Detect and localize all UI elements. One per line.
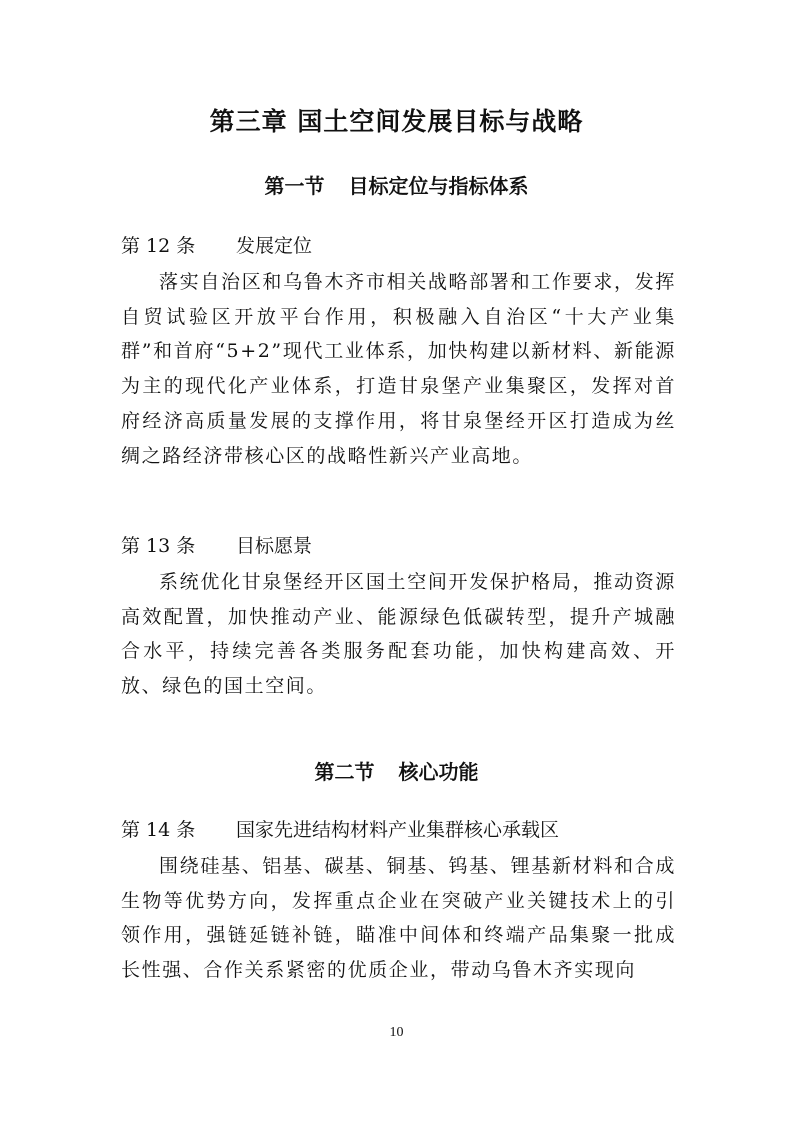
article-heading-12 (121, 231, 313, 258)
article-heading-13 (121, 531, 313, 558)
section-heading-2 (0, 756, 793, 785)
section-title: 目标定位与指标体系 (348, 174, 529, 198)
article-title: 目标愿景 (236, 535, 313, 557)
article-number: 第 14 条 (121, 819, 196, 841)
section-label: 第一节 (264, 174, 325, 198)
article-title: 国家先进结构材料产业集群核心承载区 (236, 819, 560, 841)
article-title: 发展定位 (236, 235, 313, 257)
article-body-14: 围绕硅基、铝基、碳基、铜基、钨基、锂基新材料和合成生物等优势方向，发挥重点企业在突破产业关键技术上的引领作用，强链延链补链，瞄准中间体和终端产品集聚一批成长性强、合作关系紧密的优质企业，带动乌鲁木齐实现向 (121, 855, 676, 982)
page-number: 10 (389, 1025, 404, 1040)
article-body-13: 系统优化甘泉堡经开区国土空间开发保护格局，推动资源高效配置，加快推动产业、能源绿色低碳转型，提升产城融合水平，持续完善各类服务配套功能，加快构建高效、开放、绿色的国土空间。 (121, 571, 676, 698)
section-heading-1 (0, 170, 793, 199)
article-number: 第 13 条 (121, 535, 196, 557)
chapter-title: 第三章 国土空间发展目标与战略 (209, 107, 584, 136)
article-number: 第 12 条 (121, 235, 196, 257)
article-body-12: 落实自治区和乌鲁木齐市相关战略部署和工作要求，发挥自贸试验区开放平台作用，积极融入自治区“十大产业集群”和首府“5+2”现代工业体系，加快构建以新材料、新能源为主的现代化产业体系，打造甘泉堡产业集聚区，发挥对首府经济高质量发展的支撑作用，将甘泉堡经开区打造成为丝绸之路经济带核心区的战略性新兴产业高地。 (121, 271, 676, 467)
section-title: 核心功能 (398, 760, 479, 784)
article-heading-14 (121, 815, 560, 842)
section-label: 第二节 (314, 760, 375, 784)
